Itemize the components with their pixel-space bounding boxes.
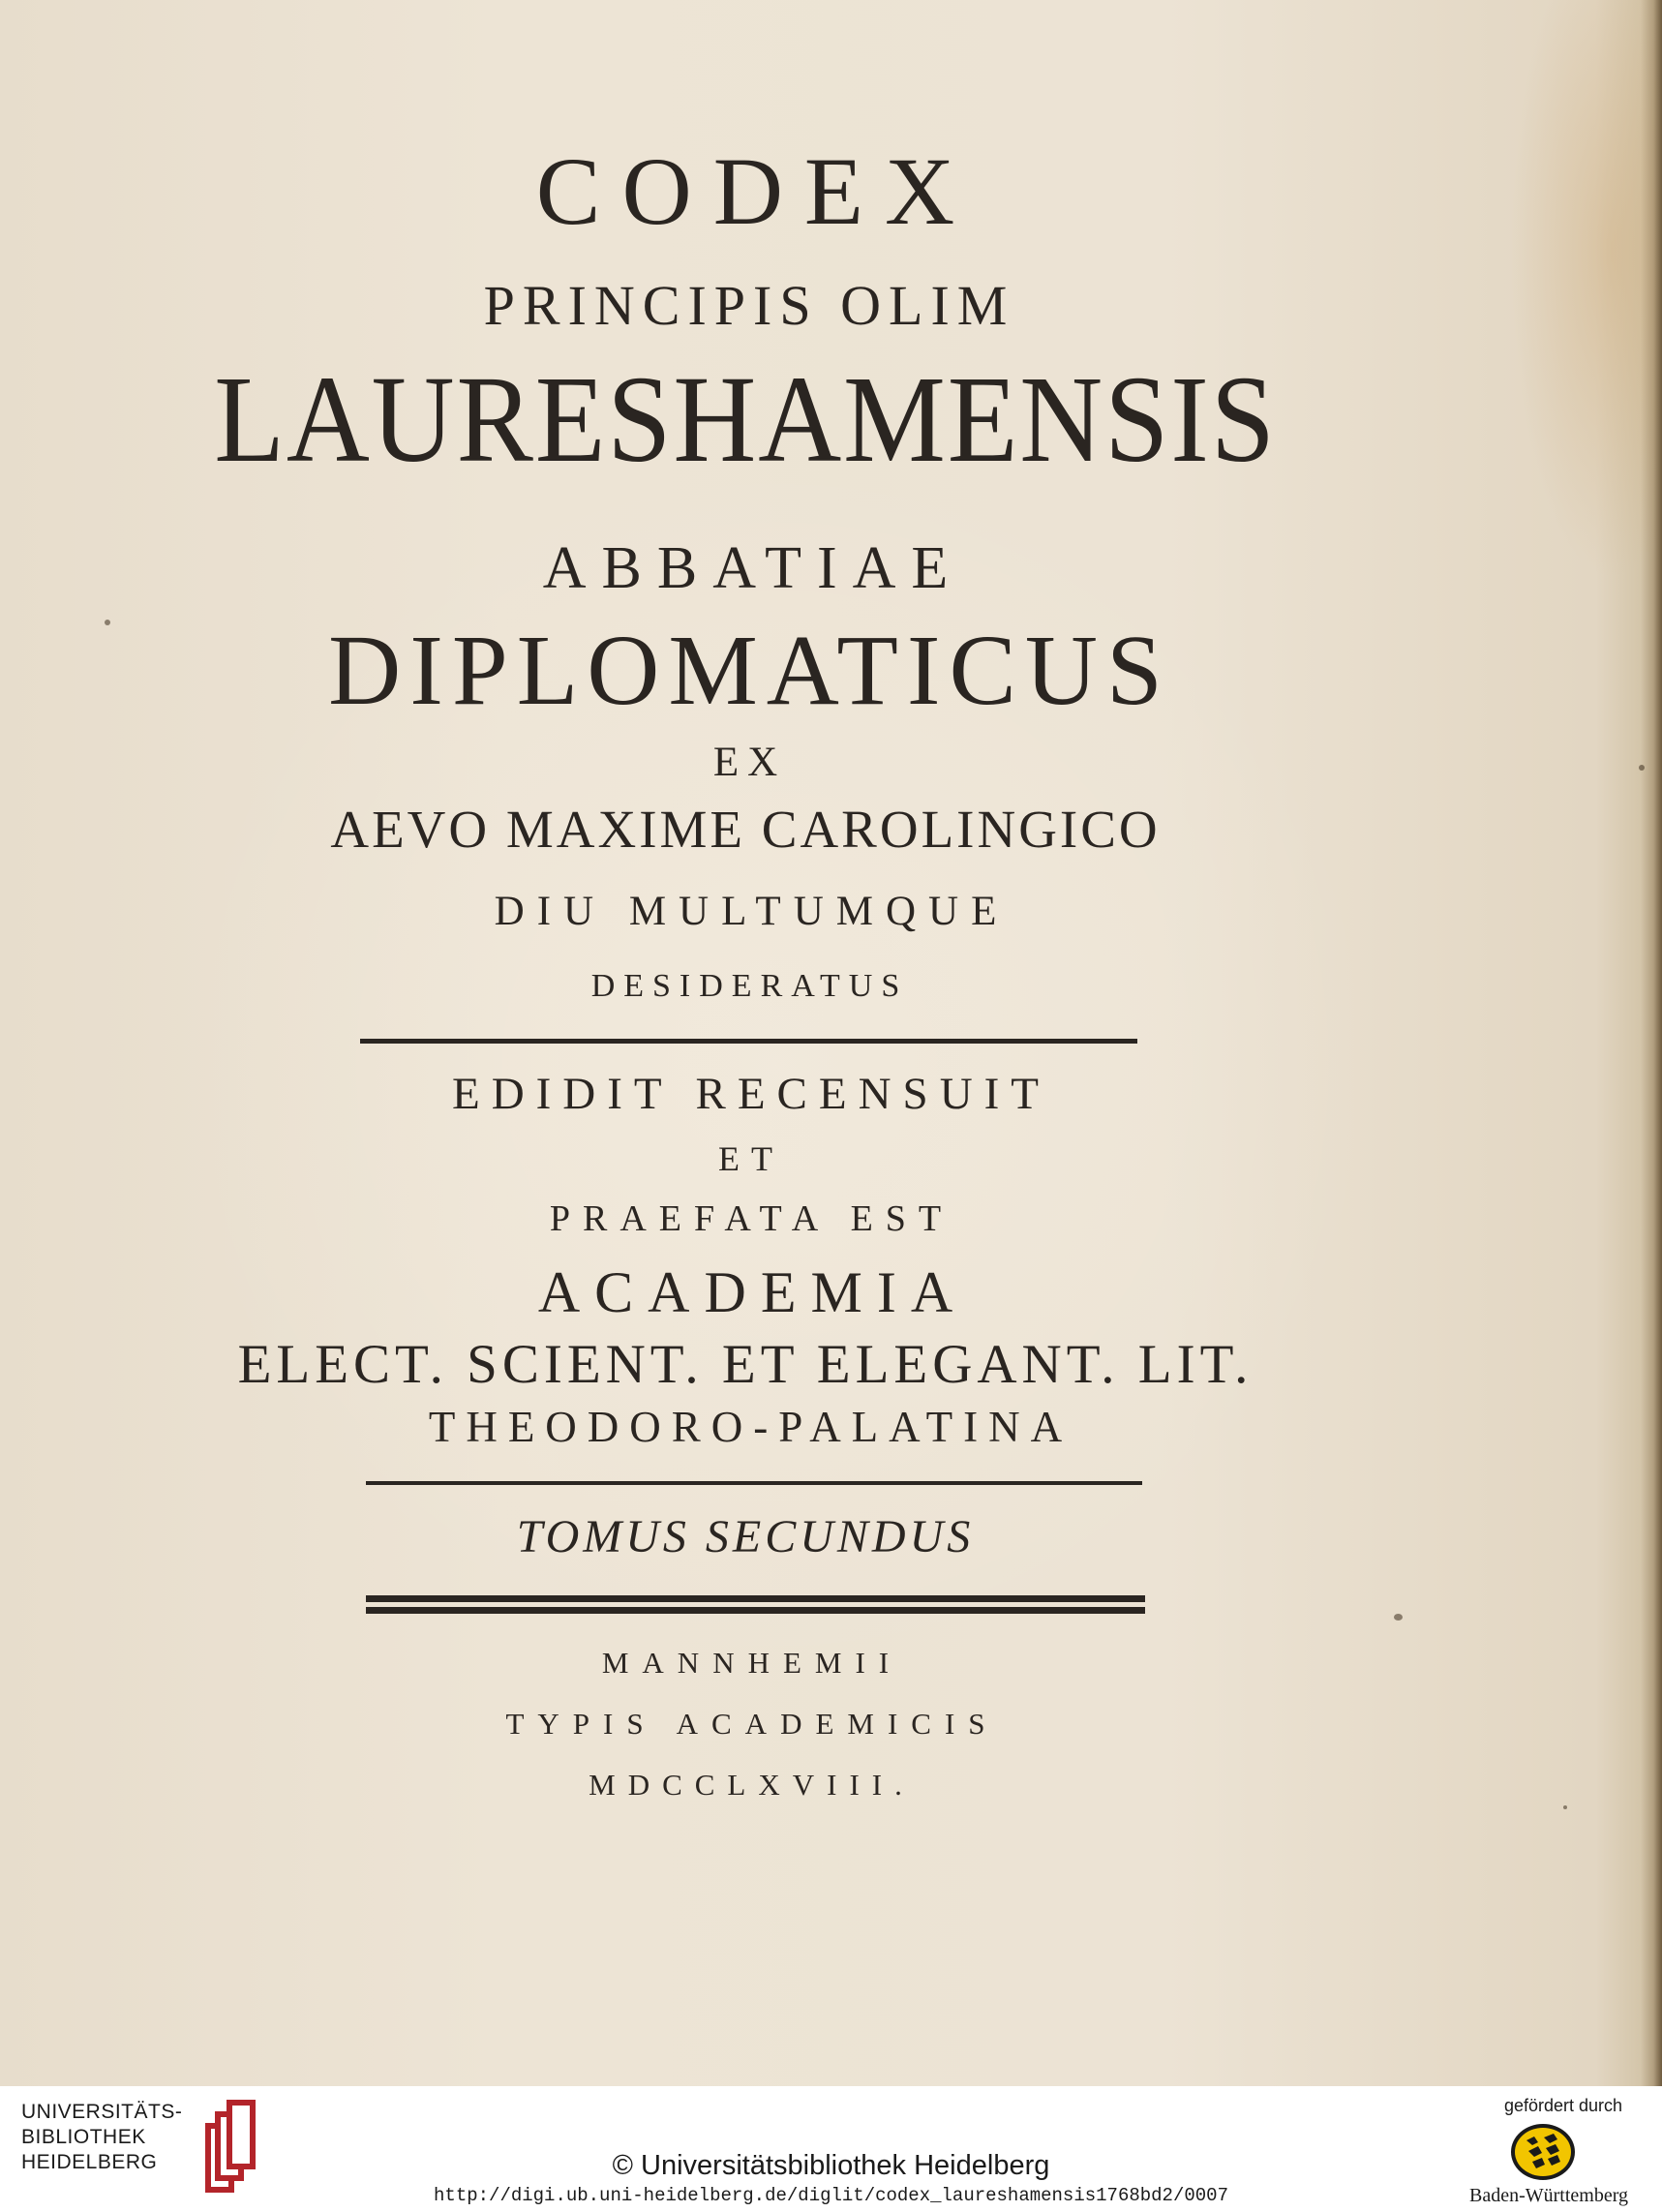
- academia: ACADEMIA: [537, 1260, 968, 1324]
- imprint-year: MDCCLXVIII.: [589, 1768, 915, 1802]
- divider-rule: [360, 1039, 1137, 1044]
- paper-speck: [105, 620, 110, 625]
- title-desideratus: DESIDERATUS: [590, 968, 909, 1004]
- edidit-recensuit: EDIDIT RECENSUIT: [451, 1069, 1050, 1119]
- double-rule-bottom: [366, 1607, 1145, 1614]
- sponsor-name: Baden-Württemberg: [1468, 2185, 1628, 2206]
- permalink-url[interactable]: http://digi.ub.uni-heidelberg.de/diglit/codex_laureshamensis1768bd2/0007: [434, 2185, 1228, 2206]
- divider-rule: [366, 1481, 1142, 1485]
- title-principis-olim: PRINCIPIS OLIM: [483, 274, 1015, 337]
- paper-speck: [1563, 1805, 1567, 1809]
- library-name-line: BIBLIOTHEK: [21, 2126, 146, 2148]
- imprint-printer: TYPIS ACADEMICIS: [505, 1707, 999, 1741]
- title-diu-multumque: DIU MULTUMQUE: [494, 889, 1010, 934]
- double-rule-top: [366, 1595, 1145, 1602]
- digitization-footer: [0, 2086, 1662, 2212]
- imprint-place: MANNHEMII: [601, 1646, 903, 1680]
- paper-speck: [1394, 1614, 1403, 1621]
- title-laureshamensis: LAURESHAMENSIS: [214, 350, 1277, 488]
- praefata-est: PRAEFATA EST: [549, 1198, 954, 1239]
- et: ET: [718, 1139, 784, 1178]
- title-abbatiae: ABBATIAE: [542, 535, 964, 601]
- sponsor-label: gefördert durch: [1503, 2096, 1623, 2115]
- title-diplomaticus: DIPLOMATICUS: [328, 615, 1171, 726]
- page-edge-shadow: [1641, 0, 1662, 2086]
- copyright-notice: © Universitätsbibliothek Heidelberg: [612, 2150, 1050, 2181]
- library-name-line: HEIDELBERG: [21, 2151, 158, 2173]
- theodoro-palatina: THEODORO-PALATINA: [428, 1403, 1073, 1451]
- volume-tomus-secundus: TOMUS SECUNDUS: [516, 1511, 975, 1562]
- library-name-line: UNIVERSITÄTS-: [21, 2101, 183, 2123]
- title-codex: CODEX: [535, 137, 977, 245]
- paper-speck: [1639, 765, 1645, 771]
- title-aevo-maxime-carolingico: AEVO MAXIME CAROLINGICO: [330, 800, 1161, 859]
- baden-wuerttemberg-coat-of-arms-icon[interactable]: [1509, 2121, 1577, 2183]
- elect-scient-et-elegant-lit: ELECT. SCIENT. ET ELEGANT. LIT.: [237, 1334, 1254, 1395]
- title-ex: EX: [712, 740, 787, 785]
